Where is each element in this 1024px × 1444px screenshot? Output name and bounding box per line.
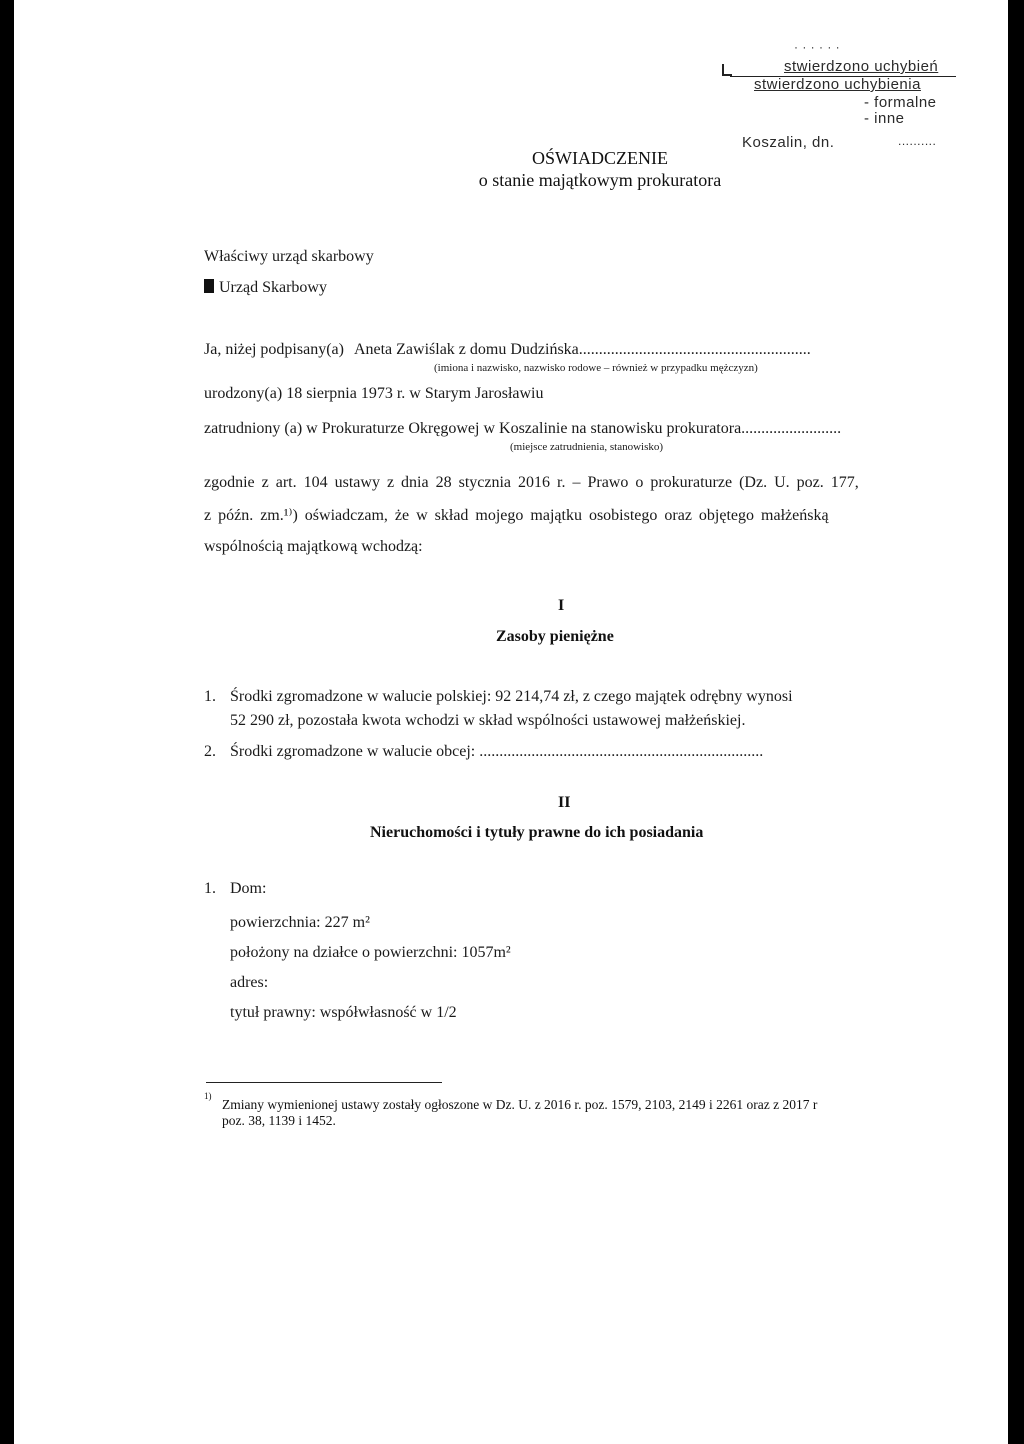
section-2-title: Nieruchomości i tytuły prawne do ich posiadania — [370, 824, 704, 841]
section-1-numeral: I — [558, 597, 565, 614]
house-address: adres: — [230, 974, 269, 991]
section-1-item-1-line-1: Środki zgromadzone w walucie polskiej: 92 214,74 zł, z czego majątek odrębny wynosi — [230, 688, 793, 705]
declarant-employment-dots: ......................... — [741, 420, 842, 437]
legal-basis-line-1: zgodnie z art. 104 ustawy z dnia 28 stycznia 2016 r. – Prawo o prokuraturze (Dz. U. poz. 177, — [204, 474, 859, 491]
section-1-item-2-label: Środki zgromadzone w walucie obcej: — [230, 743, 476, 760]
stamp-line-1: stwierdzono uchybień — [784, 58, 939, 75]
declarant-name-dots: .......................................................... — [578, 341, 811, 358]
document-page — [14, 0, 1008, 1444]
footnote-line-1: Zmiany wymienionej ustawy zostały ogłoszone w Dz. U. z 2016 r. poz. 1579, 2103, 2149 i 2261 oraz z 2017 r — [222, 1097, 818, 1112]
section-1-item-2 — [230, 743, 763, 761]
tax-office-label: Właściwy urząd skarbowy — [204, 248, 374, 265]
checkbox-filled-icon — [204, 279, 214, 293]
declarant-name-caption: (imiona i nazwisko, nazwisko rodowe – również w przypadku mężczyzn) — [434, 362, 758, 374]
stamp-option-other: - inne — [864, 110, 905, 127]
house-legal-title: tytuł prawny: współwłasność w 1/2 — [230, 1004, 457, 1021]
declarant-name: Aneta Zawiślak z domu Dudzińska — [353, 341, 579, 358]
document-title: OŚWIADCZENIE — [532, 148, 668, 168]
section-1-item-1-line-2: 52 290 zł, pozostała kwota wchodzi w skład wspólności ustawowej małżeńskiej. — [230, 712, 746, 729]
section-1-item-1-number: 1. — [204, 688, 216, 705]
section-1-title: Zasoby pieniężne — [496, 628, 614, 645]
stamp-line-2: stwierdzono uchybienia — [754, 76, 921, 93]
footnote-line-2: poz. 38, 1139 i 1452. — [222, 1113, 336, 1128]
house-area: powierzchnia: 227 m² — [230, 914, 370, 931]
document-subtitle: o stanie majątkowym prokuratora — [478, 170, 722, 190]
stamp-dots: · · · · · · — [794, 40, 841, 54]
footnote-marker: 1) — [204, 1091, 212, 1101]
stamp-option-formal: - formalne — [864, 94, 937, 111]
stamp-bracket — [722, 64, 732, 76]
stamp-date-dots: .......... — [898, 134, 937, 148]
tax-office-value — [204, 279, 327, 297]
section-1-item-2-number: 2. — [204, 743, 216, 760]
section-1-item-2-dots: ....................................................................... — [479, 743, 764, 760]
section-2-item-1-label: Dom: — [230, 880, 267, 897]
declarant-intro-label: Ja, niżej podpisany(a) — [204, 341, 344, 358]
footnote-divider — [206, 1082, 442, 1083]
declarant-birth: urodzony(a) 18 sierpnia 1973 r. w Starym Jarosławiu — [204, 385, 544, 402]
declarant-intro — [204, 341, 811, 359]
legal-basis-line-3: wspólnością majątkową wchodzą: — [204, 538, 423, 555]
house-plot-area: położony na działce o powierzchni: 1057m² — [230, 944, 511, 961]
declarant-employment-caption: (miejsce zatrudnienia, stanowisko) — [510, 441, 664, 453]
section-2-numeral: II — [558, 794, 571, 811]
tax-office-name: Urząd Skarbowy — [219, 279, 327, 296]
stamp-place-date: Koszalin, dn. — [742, 134, 835, 151]
declarant-employment — [204, 420, 841, 438]
declarant-employment-text: zatrudniony (a) w Prokuraturze Okręgowej w Koszalinie na stanowisku prokuratora — [204, 420, 742, 437]
legal-basis-line-2: z późn. zm.¹⁾) oświadczam, że w skład mojego majątku osobistego oraz objętego małżeńską — [204, 507, 829, 524]
section-2-item-1-number: 1. — [204, 880, 216, 897]
